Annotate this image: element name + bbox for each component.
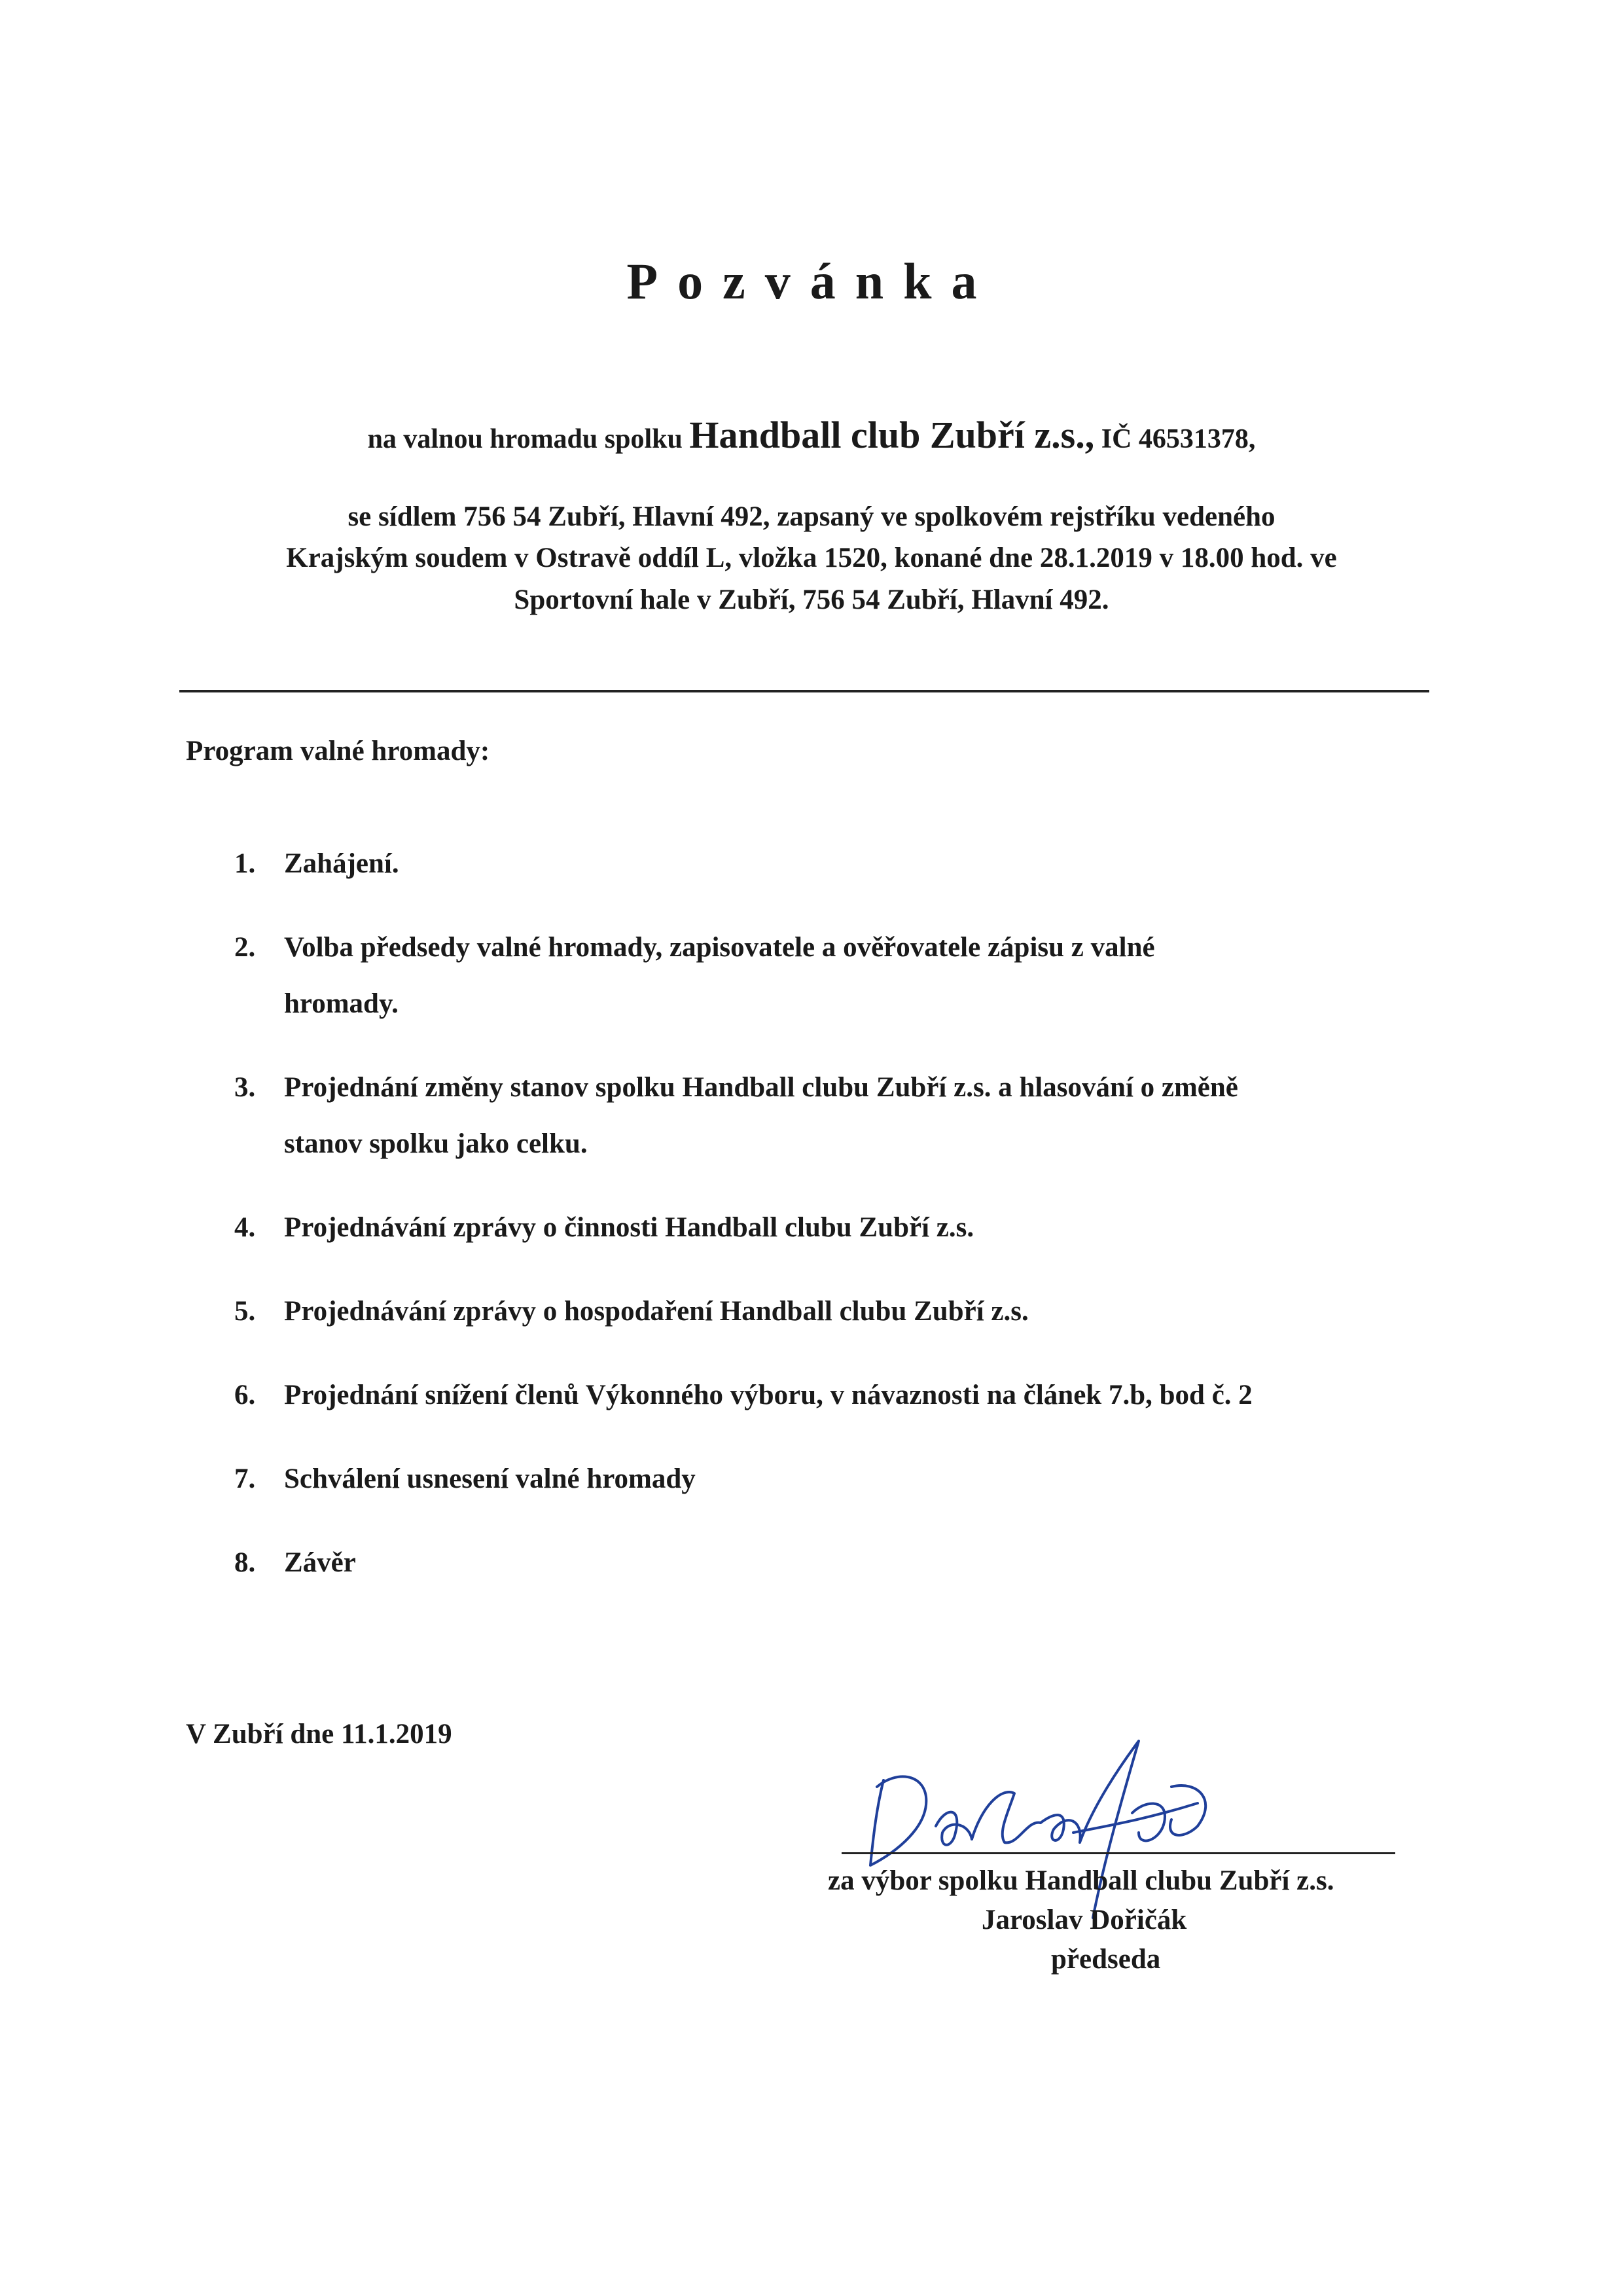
intro-line-1 [0,412,1623,462]
program-heading: Program valné hromady: [186,736,490,766]
intro-line-4: Sportovní hale v Zubří, 756 54 Zubří, Hlavní 492. [514,584,1109,615]
program-item-2 [234,928,1155,967]
intro-line-3: Krajským soudem v Ostravě oddíl L, vložka 1520, konané dne 28.1.2019 v 18.00 hod. ve [286,543,1337,573]
signature-committee: za výbor spolku Handball clubu Zubří z.s. [828,1865,1334,1896]
item-text: Schválení usnesení valné hromady [284,1463,696,1494]
item-text: Závěr [284,1547,356,1578]
item-number: 2. [234,932,256,963]
signature-rule [842,1852,1395,1854]
item-number: 5. [234,1296,256,1327]
program-item-3 [234,1068,1238,1107]
item-text: Projednání snížení členů Výkonného výboru, v návaznosti na článek 7.b, bod č. 2 [284,1380,1253,1410]
item-number: 7. [234,1463,256,1494]
program-item-2-continuation: hromady. [284,988,399,1019]
item-text: Projednání změny stanov spolku Handball clubu Zubří z.s. a hlasování o změně [284,1072,1238,1103]
intro-lead: na valnou hromadu spolku [367,424,683,454]
program-item-1 [234,844,399,884]
item-number: 4. [234,1212,256,1243]
document-title: Pozvánka [626,253,997,310]
program-item-3-continuation: stanov spolku jako celku. [284,1128,588,1159]
item-text: Volba předsedy valné hromady, zapisovatele a ověřovatele zápisu z valné [284,932,1155,963]
club-ic: IČ 46531378, [1101,424,1256,454]
item-text: Projednávání zprávy o hospodaření Handball clubu Zubří z.s. [284,1296,1029,1327]
item-text: Projednávání zprávy o činnosti Handball clubu Zubří z.s. [284,1212,974,1243]
place-date: V Zubří dne 11.1.2019 [186,1719,452,1749]
item-text: Zahájení. [284,848,399,879]
program-item-4 [234,1208,974,1247]
signatory-name: Jaroslav Dořičák [982,1905,1187,1935]
program-item-8 [234,1543,356,1583]
program-item-5 [234,1292,1029,1331]
program-item-7 [234,1460,696,1499]
item-number: 6. [234,1380,256,1410]
signatory-role: předseda [1051,1944,1161,1975]
club-name: Handball club Zubří z.s., [689,414,1095,456]
item-number: 1. [234,848,256,879]
intro-line-2: se sídlem 756 54 Zubří, Hlavní 492, zapsaný ve spolkovém rejstříku vedeného [348,501,1275,532]
item-number: 8. [234,1547,256,1578]
divider-rule [179,690,1429,692]
program-item-6 [234,1376,1253,1415]
item-number: 3. [234,1072,256,1103]
